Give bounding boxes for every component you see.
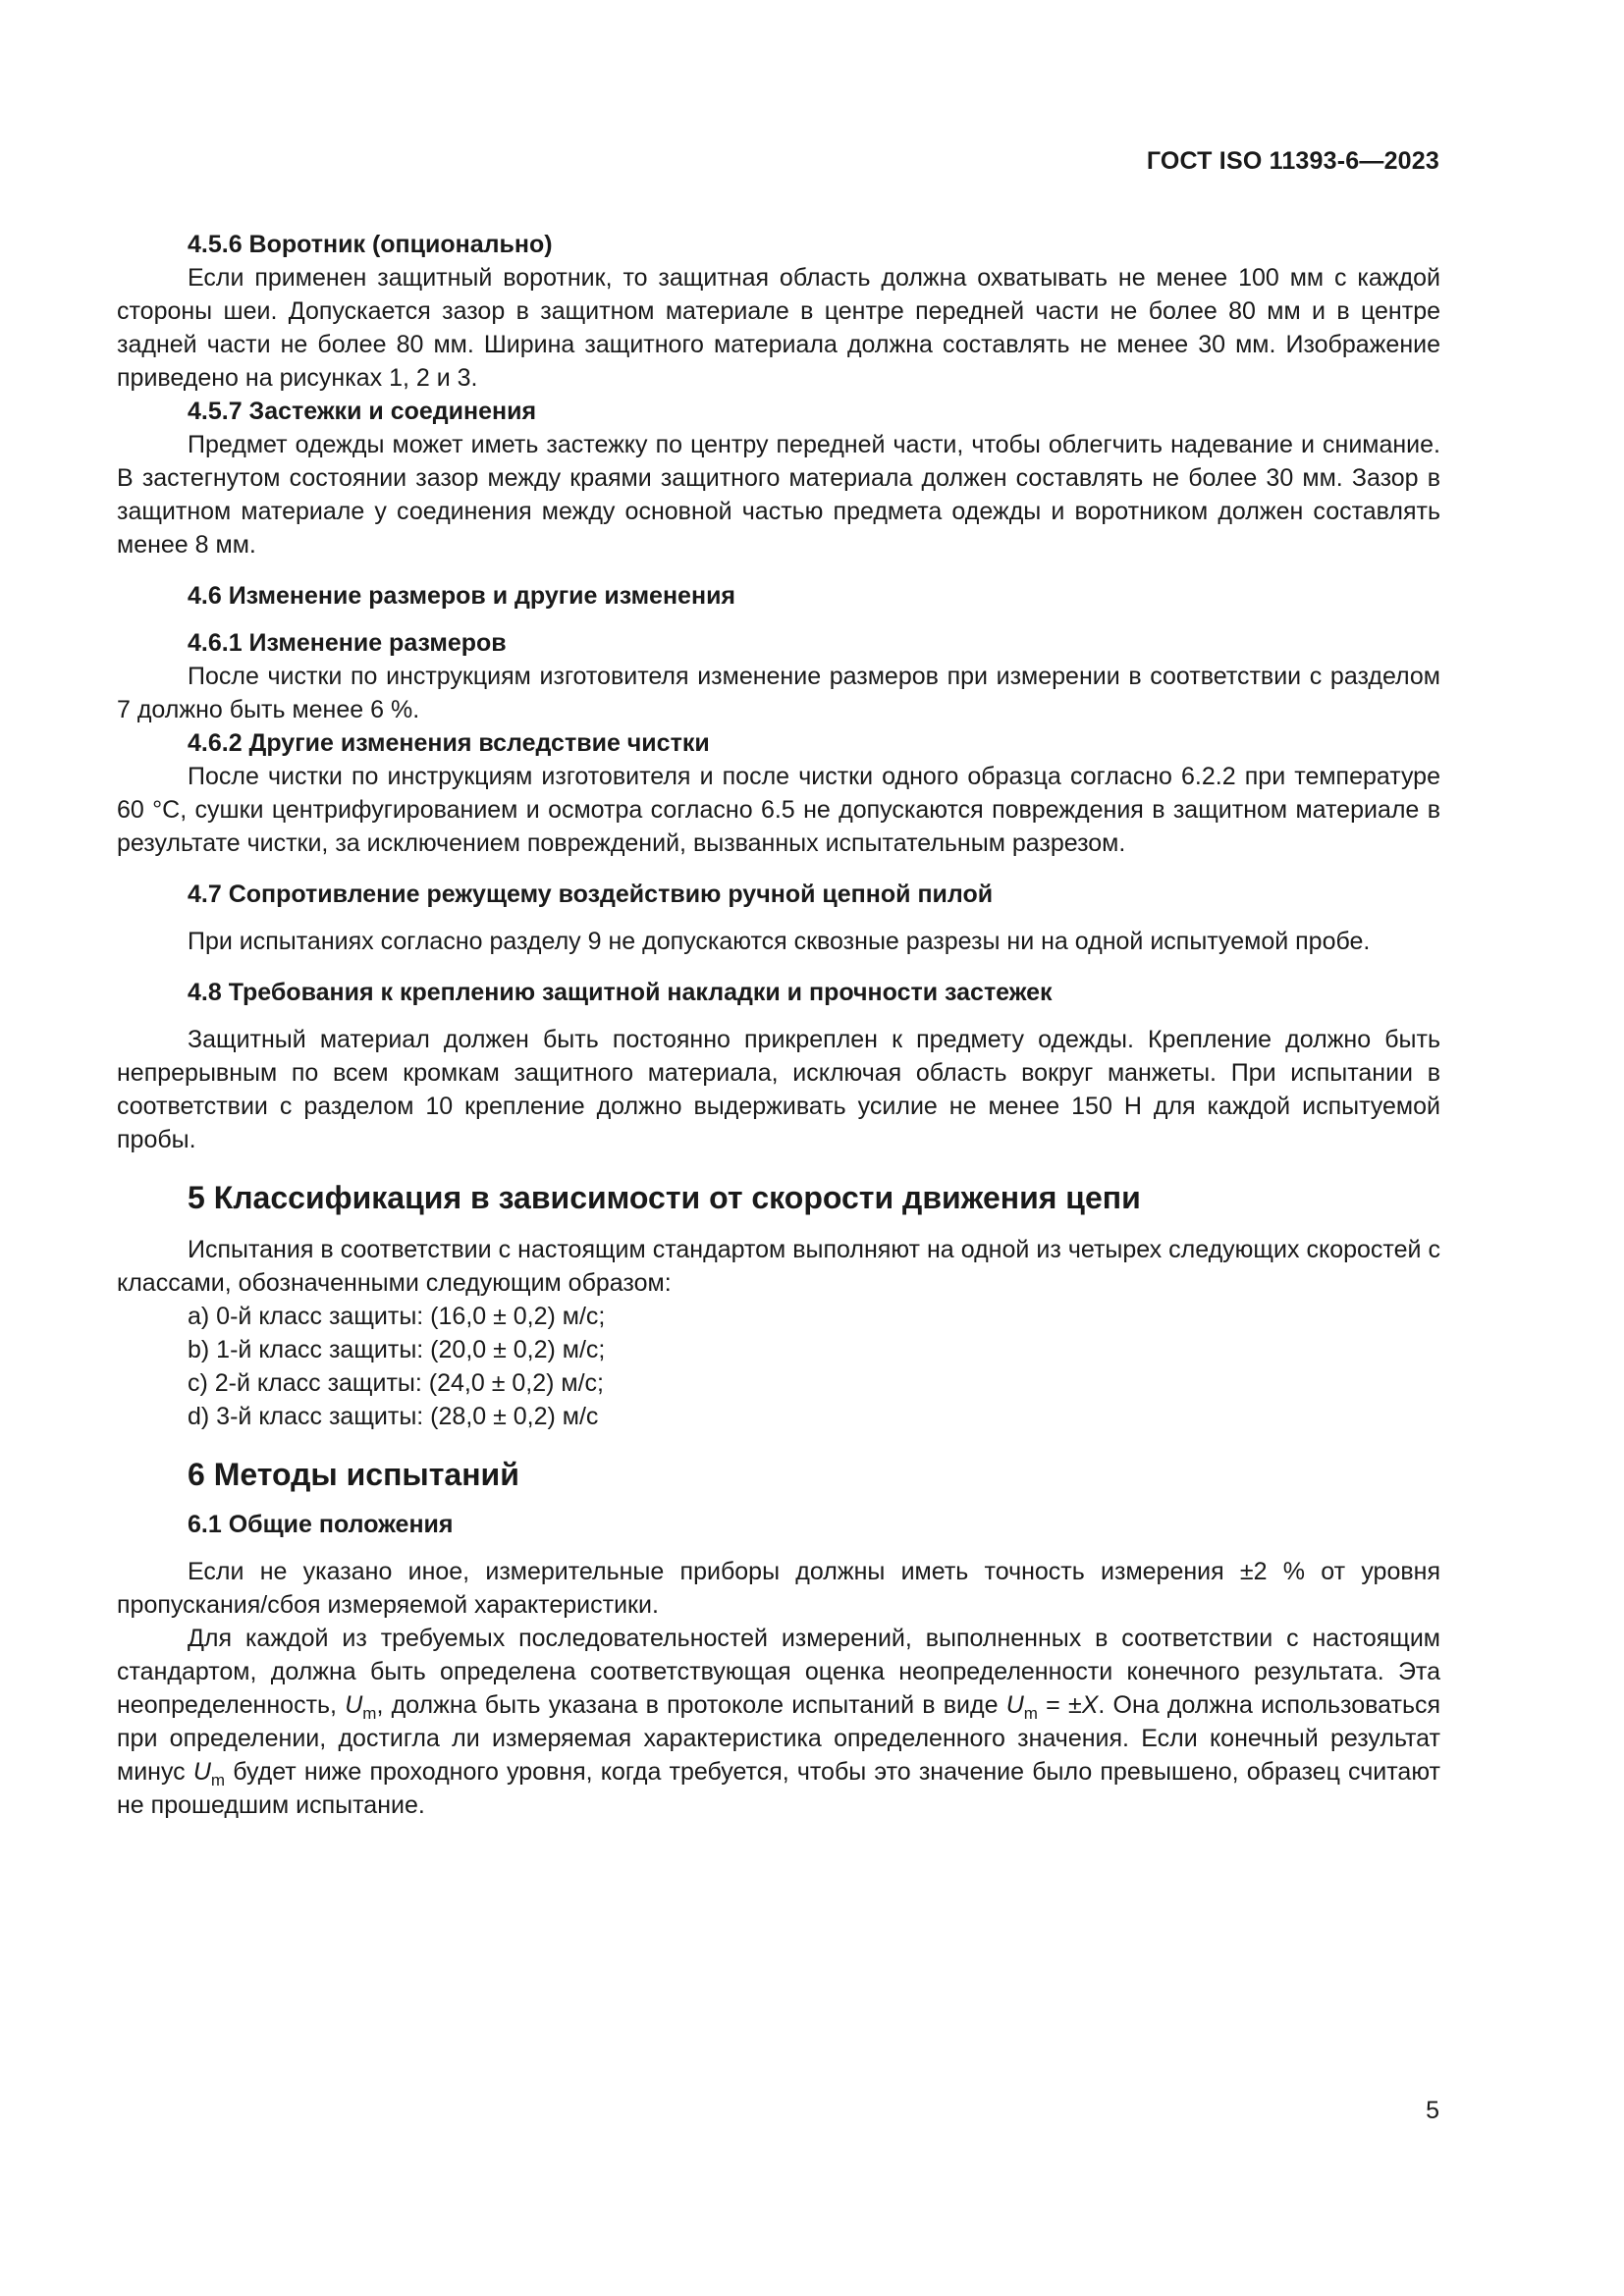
section-5-title: 5 Классификация в зависимости от скорости движения цепи xyxy=(188,1180,1141,1215)
section-5-intro: Испытания в соответствии с настоящим стандартом выполняют на одной из четырех следующих скоростей с классами, обозначенными следующим образом: xyxy=(117,1236,1440,1297)
protection-class-list xyxy=(117,1300,1440,1433)
section-4-6-2-text: После чистки по инструкциям изготовителя и после чистки одного образца согласно 6.2.2 при температуре 60 °С, сушки центрифугированием и осмотра согласно 6.5 не допускаются повреждения в защитном материале в результате чистки, за исключением повреждений, вызванных испытательным разрезом. xyxy=(117,763,1440,857)
uncertainty-subscript: m xyxy=(210,1771,226,1789)
document-code-header: ГОСТ ISO 11393-6—2023 xyxy=(1146,147,1439,175)
list-item: d) 3-й класс защиты: (28,0 ± 0,2) м/с xyxy=(188,1403,599,1430)
list-item: b) 1-й класс защиты: (20,0 ± 0,2) м/с; xyxy=(188,1336,606,1363)
section-4-8-title: 4.8 Требования к креплению защитной накладки и прочности застежек xyxy=(188,979,1053,1006)
section-6-1-title: 6.1 Общие положения xyxy=(188,1511,454,1538)
section-4-5-7-title: 4.5.7 Застежки и соединения xyxy=(188,398,537,425)
section-4-7-text: При испытаниях согласно разделу 9 не допускаются сквозные разрезы ни на одной испытуемой пробе. xyxy=(188,928,1371,955)
paragraph-text: , должна быть указана в протоколе испытаний в виде xyxy=(376,1691,1006,1719)
section-6-1-paragraph-2 xyxy=(117,1622,1440,1822)
uncertainty-symbol: U xyxy=(192,1758,211,1786)
uncertainty-symbol: U xyxy=(1005,1691,1024,1719)
list-item: a) 0-й класс защиты: (16,0 ± 0,2) м/с; xyxy=(188,1303,606,1330)
section-6-title: 6 Методы испытаний xyxy=(188,1457,519,1492)
page-content xyxy=(117,228,1440,1822)
paragraph-text: . Она должна использоваться при определении, достигла ли измеряемая характеристика определенного значения. Если конечный результат минус xyxy=(117,1691,1441,1786)
section-4-6-title: 4.6 Изменение размеров и другие изменения xyxy=(188,582,736,610)
paragraph-text: Для каждой из требуемых последовательностей измерений, выполненных в соответствии с настоящим стандартом, должна быть определена соответствующая оценка неопределенности конечного результата. Эта неопределенность, xyxy=(117,1625,1440,1719)
uncertainty-subscript: m xyxy=(1023,1704,1038,1723)
section-4-6-2-title: 4.6.2 Другие изменения вследствие чистки xyxy=(188,729,710,757)
section-4-5-7-text: Предмет одежды может иметь застежку по центру передней части, чтобы облегчить надевание и снимание. В застегнутом состоянии зазор между краями защитного материала должен составлять не более 30 мм. Зазор в защитном материале у соединения между основной частью предмета одежды и воротником должен составлять менее 8 мм. xyxy=(117,431,1440,559)
paragraph-text: = ± xyxy=(1037,1691,1082,1719)
section-4-5-6-text: Если применен защитный воротник, то защитная область должна охватывать не менее 100 мм с каждой стороны шеи. Допускается зазор в защитном материале в центре передней части не более 80 мм и в центре задней части не более 80 мм. Ширина защитного материала должна составлять не менее 30 мм. Изображение приведено на рисунках 1, 2 и 3. xyxy=(117,264,1440,392)
section-4-5-6-title: 4.5.6 Воротник (опционально) xyxy=(188,231,553,258)
section-6-1-paragraph-1: Если не указано иное, измерительные приборы должны иметь точность измерения ±2 % от уровня пропускания/сбоя измеряемой характеристики. xyxy=(117,1558,1440,1619)
paragraph-text: будет ниже проходного уровня, когда требуется, чтобы это значение было превышено, образец считают не прошедшим испытание. xyxy=(117,1758,1440,1819)
section-4-6-1-title: 4.6.1 Изменение размеров xyxy=(188,629,507,657)
uncertainty-symbol: U xyxy=(345,1691,363,1719)
page-number: 5 xyxy=(1426,2097,1439,2124)
section-4-6-1-text: После чистки по инструкциям изготовителя изменение размеров при измерении в соответствии с разделом 7 должно быть менее 6 %. xyxy=(117,663,1440,723)
list-item: c) 2-й класс защиты: (24,0 ± 0,2) м/с; xyxy=(188,1369,604,1397)
uncertainty-subscript: m xyxy=(362,1704,377,1723)
section-4-7-title: 4.7 Сопротивление режущему воздействию ручной цепной пилой xyxy=(188,881,994,908)
section-4-8-text: Защитный материал должен быть постоянно прикреплен к предмету одежды. Крепление должно быть непрерывным по всем кромкам защитного материала, исключая область вокруг манжеты. При испытании в соответствии с разделом 10 крепление должно выдерживать усилие не менее 150 Н для каждой испытуемой пробы. xyxy=(117,1026,1440,1153)
variable-x: X xyxy=(1081,1691,1099,1719)
